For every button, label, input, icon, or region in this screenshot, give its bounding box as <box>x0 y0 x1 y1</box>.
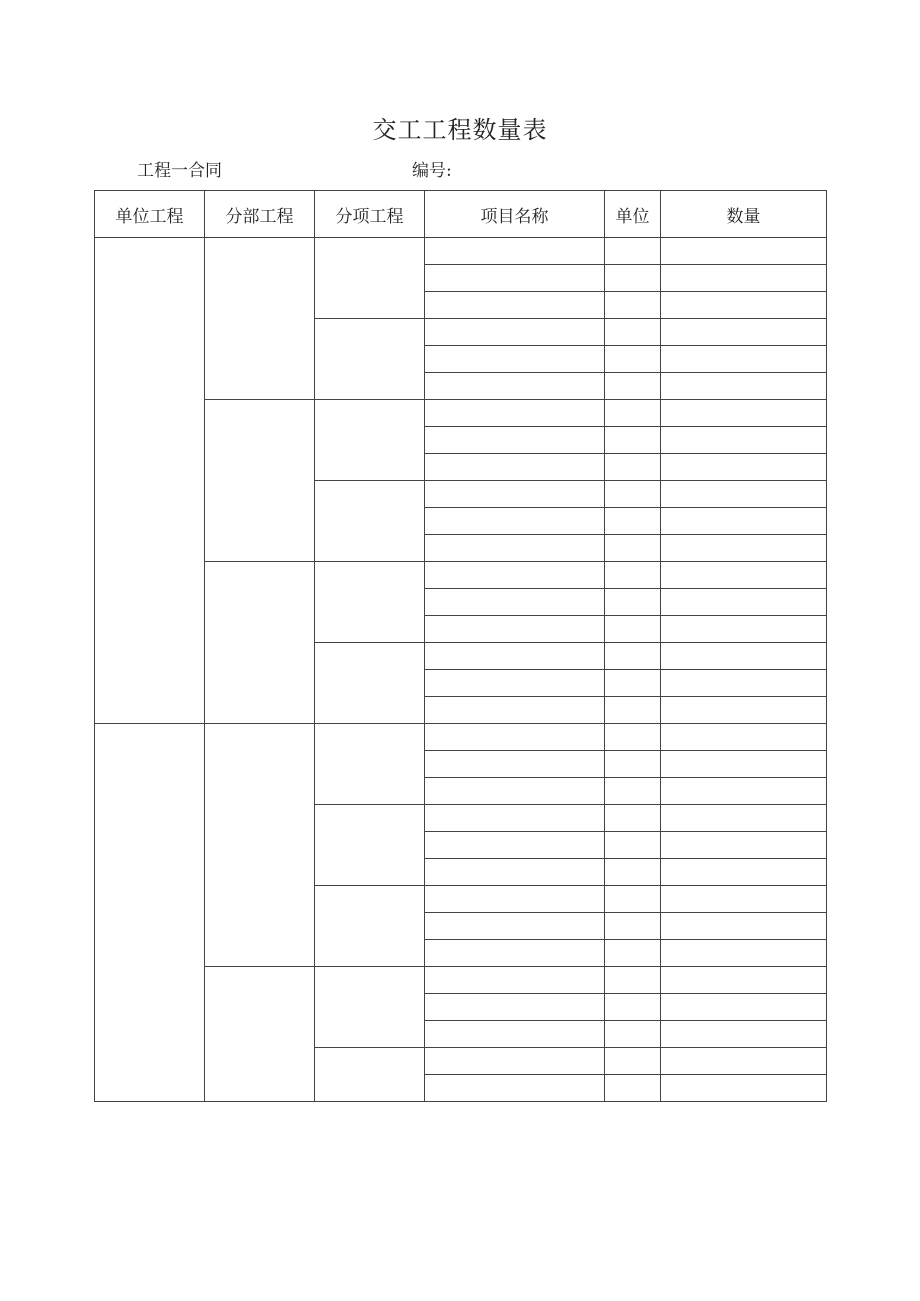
quantity-cell <box>661 454 827 481</box>
quantity-cell <box>661 859 827 886</box>
quantity-cell <box>661 346 827 373</box>
item-name-cell <box>425 508 605 535</box>
unit-project-cell <box>95 238 205 724</box>
unit-cell <box>605 238 661 265</box>
unit-cell <box>605 1048 661 1075</box>
unit-cell <box>605 778 661 805</box>
unit-cell <box>605 346 661 373</box>
unit-cell <box>605 454 661 481</box>
quantity-cell <box>661 319 827 346</box>
item-name-cell <box>425 670 605 697</box>
unit-cell <box>605 589 661 616</box>
header-unit-project: 单位工程 <box>95 191 205 238</box>
subitem-project-cell <box>315 319 425 400</box>
division-project-cell <box>205 724 315 967</box>
item-name-cell <box>425 535 605 562</box>
item-name-cell <box>425 886 605 913</box>
quantity-cell <box>661 994 827 1021</box>
header-row <box>95 191 827 238</box>
quantity-cell <box>661 1048 827 1075</box>
subitem-project-cell <box>315 805 425 886</box>
subitem-project-cell <box>315 562 425 643</box>
item-name-cell <box>425 427 605 454</box>
header-item-name: 项目名称 <box>425 191 605 238</box>
quantity-cell <box>661 832 827 859</box>
table-row <box>95 400 827 427</box>
item-name-cell <box>425 1021 605 1048</box>
unit-cell <box>605 724 661 751</box>
division-project-cell <box>205 238 315 400</box>
quantity-cell <box>661 1075 827 1102</box>
subitem-project-cell <box>315 886 425 967</box>
unit-cell <box>605 400 661 427</box>
unit-cell <box>605 670 661 697</box>
item-name-cell <box>425 346 605 373</box>
unit-cell <box>605 616 661 643</box>
unit-cell <box>605 643 661 670</box>
quantity-cell <box>661 940 827 967</box>
item-name-cell <box>425 805 605 832</box>
quantity-table <box>94 190 827 1102</box>
quantity-cell <box>661 967 827 994</box>
item-name-cell <box>425 1048 605 1075</box>
subitem-project-cell <box>315 481 425 562</box>
table-row <box>95 967 827 994</box>
unit-cell <box>605 994 661 1021</box>
quantity-cell <box>661 805 827 832</box>
subitem-project-cell <box>315 967 425 1048</box>
unit-cell <box>605 967 661 994</box>
quantity-cell <box>661 562 827 589</box>
quantity-cell <box>661 589 827 616</box>
unit-cell <box>605 481 661 508</box>
item-name-cell <box>425 697 605 724</box>
item-name-cell <box>425 1075 605 1102</box>
quantity-cell <box>661 643 827 670</box>
unit-cell <box>605 1021 661 1048</box>
header-division-project: 分部工程 <box>205 191 315 238</box>
quantity-cell <box>661 535 827 562</box>
unit-cell <box>605 940 661 967</box>
item-name-cell <box>425 751 605 778</box>
table-body <box>95 238 827 1102</box>
item-name-cell <box>425 859 605 886</box>
unit-cell <box>605 832 661 859</box>
item-name-cell <box>425 967 605 994</box>
table-row <box>95 724 827 751</box>
item-name-cell <box>425 238 605 265</box>
quantity-cell <box>661 508 827 535</box>
unit-cell <box>605 265 661 292</box>
division-project-cell <box>205 562 315 724</box>
quantity-cell <box>661 724 827 751</box>
quantity-cell <box>661 1021 827 1048</box>
quantity-cell <box>661 670 827 697</box>
quantity-cell <box>661 886 827 913</box>
table-row <box>95 562 827 589</box>
item-name-cell <box>425 319 605 346</box>
unit-cell <box>605 319 661 346</box>
item-name-cell <box>425 400 605 427</box>
quantity-cell <box>661 238 827 265</box>
quantity-cell <box>661 751 827 778</box>
item-name-cell <box>425 589 605 616</box>
page-title: 交工工程数量表 <box>372 116 548 144</box>
header-unit: 单位 <box>605 191 661 238</box>
unit-cell <box>605 292 661 319</box>
header-subitem-project: 分项工程 <box>315 191 425 238</box>
unit-cell <box>605 562 661 589</box>
unit-cell <box>605 751 661 778</box>
item-name-cell <box>425 481 605 508</box>
item-name-cell <box>425 778 605 805</box>
item-name-cell <box>425 616 605 643</box>
unit-project-cell <box>95 724 205 1102</box>
quantity-cell <box>661 265 827 292</box>
unit-cell <box>605 1075 661 1102</box>
item-name-cell <box>425 373 605 400</box>
subitem-project-cell <box>315 400 425 481</box>
unit-cell <box>605 508 661 535</box>
subitem-project-cell <box>315 1048 425 1102</box>
unit-cell <box>605 913 661 940</box>
quantity-cell <box>661 427 827 454</box>
division-project-cell <box>205 967 315 1102</box>
project-label: 工程一合同 <box>137 161 222 181</box>
unit-cell <box>605 373 661 400</box>
unit-cell <box>605 805 661 832</box>
number-label: 编号: <box>412 161 452 181</box>
item-name-cell <box>425 562 605 589</box>
header-quantity: 数量 <box>661 191 827 238</box>
item-name-cell <box>425 994 605 1021</box>
item-name-cell <box>425 940 605 967</box>
quantity-cell <box>661 616 827 643</box>
unit-cell <box>605 697 661 724</box>
unit-cell <box>605 427 661 454</box>
subitem-project-cell <box>315 238 425 319</box>
table-row <box>95 238 827 265</box>
quantity-cell <box>661 481 827 508</box>
unit-cell <box>605 535 661 562</box>
item-name-cell <box>425 913 605 940</box>
unit-cell <box>605 886 661 913</box>
quantity-cell <box>661 400 827 427</box>
item-name-cell <box>425 643 605 670</box>
unit-cell <box>605 859 661 886</box>
division-project-cell <box>205 400 315 562</box>
item-name-cell <box>425 724 605 751</box>
quantity-cell <box>661 913 827 940</box>
subitem-project-cell <box>315 724 425 805</box>
subitem-project-cell <box>315 643 425 724</box>
quantity-cell <box>661 697 827 724</box>
quantity-cell <box>661 373 827 400</box>
item-name-cell <box>425 292 605 319</box>
quantity-cell <box>661 292 827 319</box>
item-name-cell <box>425 265 605 292</box>
item-name-cell <box>425 832 605 859</box>
item-name-cell <box>425 454 605 481</box>
quantity-cell <box>661 778 827 805</box>
